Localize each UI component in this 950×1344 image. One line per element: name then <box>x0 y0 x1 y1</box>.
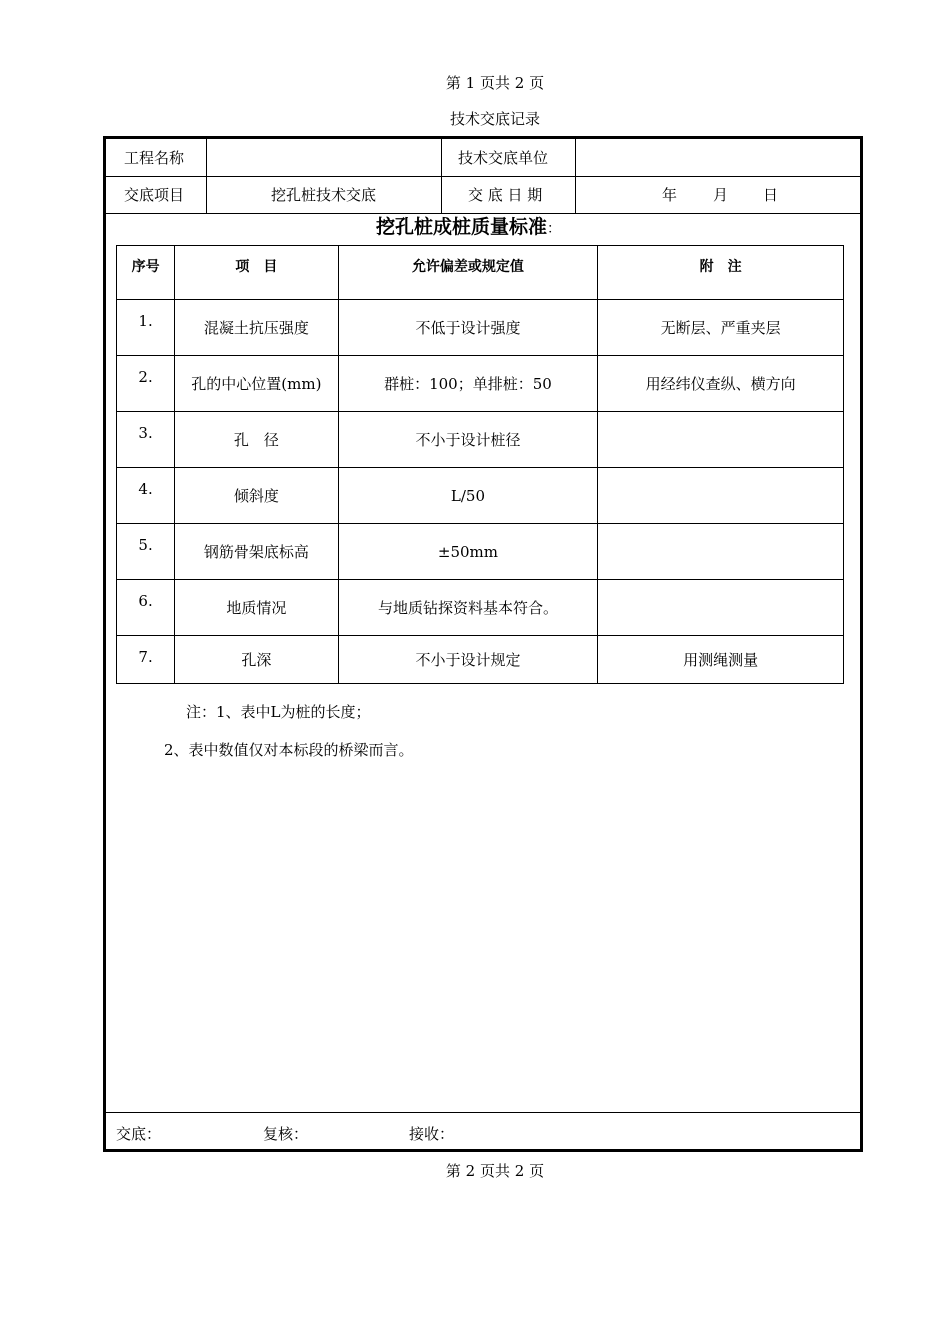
row-tolerance: 群桩：100；单排桩：50 <box>338 356 598 412</box>
row-note: 用测绳测量 <box>598 636 844 684</box>
row-item: 钢筋骨架底标高 <box>175 524 338 580</box>
header-col-line <box>575 139 576 214</box>
unit-label: 技术交底单位 <box>458 149 549 167</box>
handover-signature-label: 交底： <box>116 1125 162 1143</box>
row-number: 1. <box>117 300 175 356</box>
table-row <box>117 580 844 636</box>
standard-heading-colon: ： <box>547 221 562 237</box>
row-number: 4. <box>117 468 175 524</box>
table-row <box>117 412 844 468</box>
table-row <box>117 636 844 684</box>
quality-standard-table <box>116 245 844 684</box>
review-signature-label: 复核： <box>263 1125 309 1143</box>
standard-heading <box>376 212 561 239</box>
table-row <box>117 356 844 412</box>
header-divider <box>106 176 860 177</box>
row-number: 2. <box>117 356 175 412</box>
page-number-bottom: 第 2 页共 2 页 <box>445 1162 545 1180</box>
row-number: 3. <box>117 412 175 468</box>
page-number-top: 第 1 页共 2 页 <box>445 74 545 92</box>
column-header-tolerance: 允许偏差或规定值 <box>338 246 598 300</box>
date-month: 月 <box>713 186 729 204</box>
column-header-item: 项 目 <box>175 246 338 300</box>
row-tolerance: 不小于设计桩径 <box>338 412 598 468</box>
column-header-no: 序号 <box>117 246 175 300</box>
row-number: 7. <box>117 636 175 684</box>
signature-divider <box>106 1112 860 1113</box>
table-row <box>117 300 844 356</box>
row-note: 用经纬仪查纵、横方向 <box>598 356 844 412</box>
row-item: 地质情况 <box>175 580 338 636</box>
row-tolerance: L/50 <box>338 468 598 524</box>
project-name-label: 工程名称 <box>124 149 185 167</box>
table-row <box>117 524 844 580</box>
row-tolerance: ±50mm <box>338 524 598 580</box>
table-note-2: 2、表中数值仅对本标段的桥梁而言。 <box>164 741 414 759</box>
header-col-line <box>441 139 442 214</box>
date-day: 日 <box>763 186 779 204</box>
table-header-row <box>117 246 844 300</box>
row-tolerance: 不低于设计强度 <box>338 300 598 356</box>
row-note <box>598 468 844 524</box>
row-tolerance: 与地质钻探资料基本符合。 <box>338 580 598 636</box>
item-value: 挖孔桩技术交底 <box>270 186 376 204</box>
column-header-note: 附 注 <box>598 246 844 300</box>
row-item: 孔深 <box>175 636 338 684</box>
row-note <box>598 580 844 636</box>
row-item: 混凝土抗压强度 <box>175 300 338 356</box>
date-label: 交 底 日 期 <box>468 186 543 204</box>
row-item: 孔 径 <box>175 412 338 468</box>
record-form <box>103 136 863 1152</box>
item-label: 交底项目 <box>124 186 185 204</box>
row-tolerance: 不小于设计规定 <box>338 636 598 684</box>
row-item: 孔的中心位置(mm) <box>175 356 338 412</box>
row-number: 5. <box>117 524 175 580</box>
row-note <box>598 412 844 468</box>
table-row <box>117 468 844 524</box>
document-title: 技术交底记录 <box>449 110 540 128</box>
receive-signature-label: 接收： <box>409 1125 455 1143</box>
table-note-1: 注：1、表中L为桩的长度； <box>186 703 371 721</box>
row-note <box>598 524 844 580</box>
row-number: 6. <box>117 580 175 636</box>
date-year: 年 <box>662 186 678 204</box>
row-item: 倾斜度 <box>175 468 338 524</box>
standard-heading-text: 挖孔桩成桩质量标准 <box>376 216 548 238</box>
row-note: 无断层、严重夹层 <box>598 300 844 356</box>
